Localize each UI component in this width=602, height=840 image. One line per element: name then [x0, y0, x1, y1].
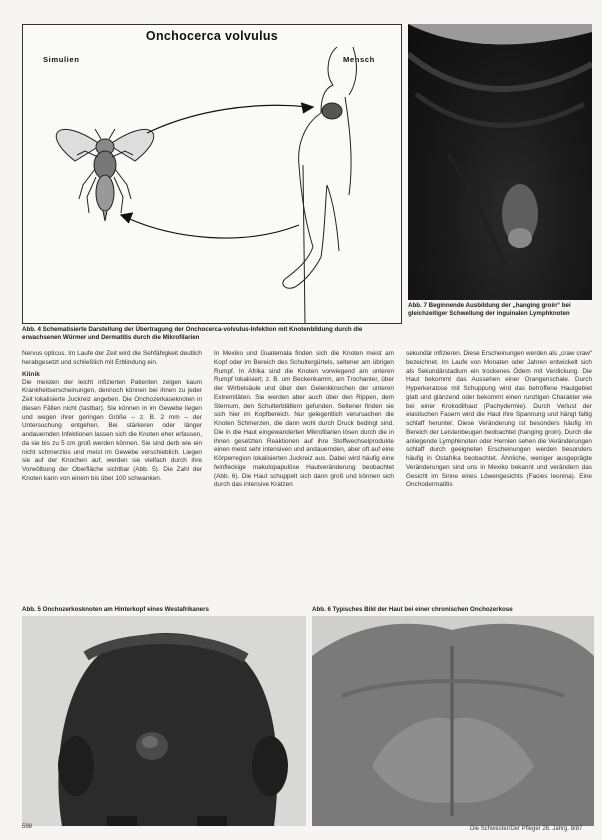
human-figure-outline	[283, 47, 357, 323]
section-heading-klinik: Klinik	[22, 370, 40, 378]
text-column-left	[22, 350, 202, 602]
transmission-illustration	[23, 25, 401, 323]
figure-5-photo	[22, 616, 306, 826]
left-body-paragraph: Die meisten der leicht infizierten Patienten zeigen kaum Krankheitserscheinungen, dennoch können bei ihnen zu jeder Zeit lokalisierte Juckreiz angeben. Die Onchozerkaseknoten in diesen Fällen nicht (tastbar). Sie können in im Gewebe liegen und wegen ihrer geringen Größe – z. B. 2 mm – der Untersuchung entgehen. Bei stärkeren oder länger andauernden Infektionen lassen sich die Knoten eher erfassen, da sie bis zu 5 cm groß werden können. Sie sind derb wie ein nicht schmerzlos und meist im Gewebe verschieblich. Liegen sie auf der Knochen auf, werden sie vielfach durch ihre Vorwölbung der Oberfläche sichtbar (Abb. 5). Die Zahl der Knoten kann von einem bis über 100 schwanken.	[22, 378, 202, 482]
diagram-title: Onchocerca volvulus	[145, 29, 279, 43]
label-mensch: Mensch	[343, 55, 375, 64]
journal-footer: Die Schwester/Der Pfleger 26. Jahrg. 8/87	[470, 826, 583, 832]
simulium-fly-icon	[56, 129, 153, 221]
text-column-right	[406, 350, 592, 602]
right-body-paragraph: sekundär infizieren. Diese Erscheinungen werden als „craw craw“ bezeichnet. Im Laufe von Monaten oder Jahren entwickelt sich als Sekundärstadium ein trockenes Ödem mit Verdickung. Die Haut bekommt das Aussehen einer Orangenschale. Durch Hyperkeratose mit Schuppung wird das betroffene Hautgebiet glatt und glänzend oder bekommt einen runzligen Charakter wie bei einer Krokodilhaut (Pachydermie). Durch Verlust der elastischen Fasern wird die Haut ihre Spannung und hängt faltig schlaff herunter. Diese Veränderung ist besonders häufig im Bereich der Leistenbeugen beobachtet (hanging groin). Durch die anliegende Lymphknoten oder Hernien sehen die Veränderungen schlaff durch geeigneten Erscheinungen werden besonders häufig in Ostafrika beobachtet. Ähnliche, weniger ausgeprägte Veränderungen sind uns in Mexiko bekannt und verändern das Gesicht im Sinne eines Löwengesichts (Facies leonina). Eine Onchodermatitis	[406, 350, 592, 489]
text-column-middle	[214, 350, 394, 602]
left-intro-paragraph: Nervus opticus. Im Laufe der Zeit wird die Sehfähigkeit deutlich herabgesetzt und schließlich mit Erblindung ein.	[22, 350, 202, 366]
figure-5-caption: Abb. 5 Onchozerkosknoten am Hinterkopf eines Westafrikaners	[22, 606, 209, 613]
figure-6-caption: Abb. 6 Typisches Bild der Haut bei einer chronischen Onchozerkose	[312, 606, 513, 613]
figure-7-photo	[408, 24, 592, 300]
page-number: 598	[22, 824, 33, 830]
figure-7-caption: Abb. 7 Beginnende Ausbildung der „hanging groin“ bei gleichzeitiger Schwellung der inguinalen Lymphknoten	[408, 302, 571, 317]
figure-4-diagram	[22, 24, 402, 324]
middle-body-paragraph: In Mexiko und Guatemala finden sich die Knoten meist am Kopf oder im Bereich des Schultergürtels, seltener am übrigen Rumpf. In Afrika sind die Knoten vorwiegend am unteren Rumpf lokalisiert, z. B. um Beckenkamm, am Trochanter, über der Wirbelsäule und über den Gelenkknochen der unteren Extremitäten. Sie werden aber auch über den Rippen, dem Sternum, den Schulterblättern gefunden. Seltener finden sie sich hier im Kopfbereich. Nur gelegentlich verursachen die Knoten Schmerzen, die dann wohl durch Druck bedingt sind. Die in die Haut eingewanderten Mikrofilarien lösen durch die in ihnen gesetzten Reaktionen auf ihre Stoffwechselprodukte einen meist sehr intensiven und andauernden, aber oft auf eine Körperregion lokalisierten Juckreiz aus. Dabei wird häufig eine feinfleckige makulopapulöse Hautveränderung beobachtet (Abb. 6). Die Haut schuppelt sich dann groß und können sich durch das intensive Kratzen	[214, 350, 394, 489]
transmission-arrows	[121, 103, 313, 238]
label-simulien: Simulien	[43, 55, 80, 64]
figure-6-photo	[312, 616, 594, 826]
figure-4-caption: Abb. 4 Schematisierte Darstellung der Übertragung der Onchocerca-volvulus-Infektion mit Knotenbildung durch die erwachsenen Würmer und Dermatitis durch die Mikrofilarien	[22, 326, 363, 341]
